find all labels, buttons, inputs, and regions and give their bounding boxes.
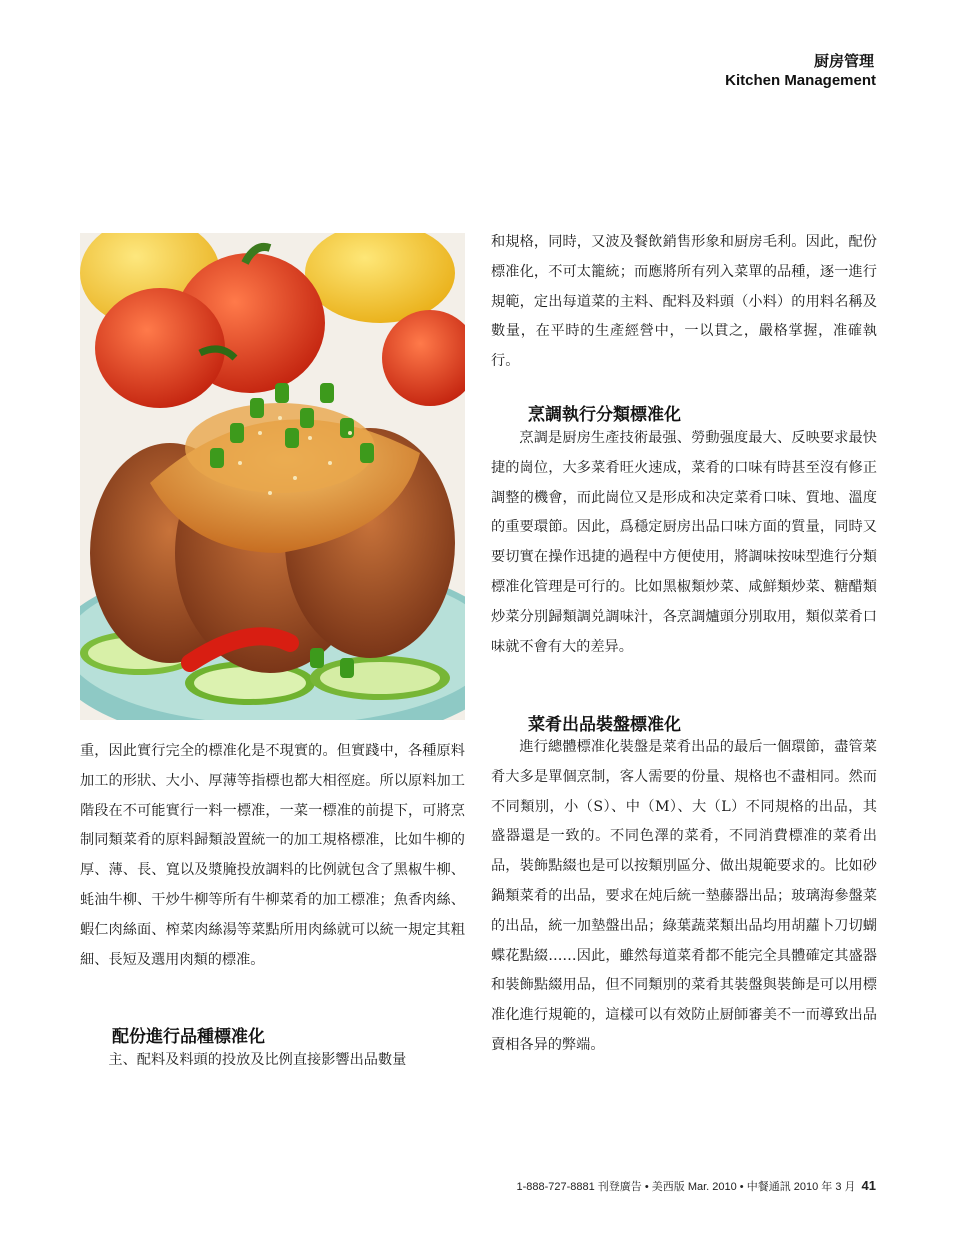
section-heading-cooking: 烹調執行分類標准化 <box>528 405 681 425</box>
section-category-english: Kitchen Management <box>725 72 876 89</box>
section-category: 厨房管理 <box>813 52 874 70</box>
paragraph: 重，因此實行完全的標准化是不現實的。但實踐中，各種原料加工的形狀、大小、厚薄等指標也都大相徑庭。所以原料加工階段在不可能實行一料一標准，一菜一標准的前提下，可將烹制同類菜肴的原料歸類設置統一的加工規格標准，比如牛柳的厚、薄、長、寬以及漿腌投放調料的比例就包含了黑椒牛柳、蚝油牛柳、干炒牛柳等所有牛柳菜肴的加工標准；魚香肉絲、蝦仁肉絲面、榨菜肉絲湯等菜點所用肉絲就可以統一規定其粗細、長短及選用肉類的標准。 <box>80 743 465 968</box>
left-column-body <box>80 737 465 975</box>
food-photo <box>80 233 465 720</box>
right-column-cooking <box>491 424 877 662</box>
section-heading-portioning: 配份進行品種標准化 <box>112 1027 265 1047</box>
paragraph: 進行總體標准化裝盤是菜肴出品的最后一個環節，盡管菜肴大多是單個烹制，客人需要的份量、規格也不盡相同。然而不同類別，小（S）、中（M）、大（L）不同規格的出品，其盛器還是一致的。不同色澤的菜肴，不同消費標准的菜肴出品，裝飾點綴也是可以按類別區分、做出規範要求的。比如砂鍋類菜肴的出品，要求在炖后統一墊藤器出品；玻璃海參盤菜的出品，統一加墊盤出品；綠葉蔬菜類出品均用胡蘿卜刀切蝴蝶花點綴……因此，雖然每道菜肴都不能完全具體確定其盛器和裝飾點綴用品，但不同類別的菜肴其裝盤與裝飾是可以用標准化進行規範的，這樣可以有效防止厨師審美不一而導致出品賣相各异的弊端。 <box>491 739 877 1053</box>
paragraph: 和規格，同時，又波及餐飲銷售形象和厨房毛利。因此，配份標准化，不可太籠統；而應將所有列入菜單的品種，逐一進行規範，定出每道菜的主料、配料及料頭（小料）的用料名稱及數量，在平時的生產經營中，一以貫之，嚴格掌握，准確執行。 <box>491 234 877 370</box>
section-heading-plating: 菜肴出品裝盤標准化 <box>528 715 681 735</box>
page-footer <box>516 1178 876 1194</box>
right-column-plating <box>491 733 877 1061</box>
footer-info: 1-888-727-8881 刊登廣告 • 美西版 Mar. 2010 • 中餐通訊 2010 年 3 月 <box>516 1181 856 1193</box>
left-column-continued <box>80 1046 465 1076</box>
paragraph: 烹調是厨房生產技術最强、勞動强度最大、反映要求最快捷的崗位，大多菜肴旺火速成，菜肴的口味有時甚至沒有修正調整的機會，而此崗位又是形成和决定菜肴口味、質地、溫度的重要環節。因此，爲穩定厨房出品口味方面的質量，同時又要切實在操作迅捷的過程中方便使用，將調味按味型進行分類標准化管理是可行的。比如黑椒類炒菜、咸鮮類炒菜、糖醋類炒菜分別歸類調兑調味汁，各烹調爐頭分別取用，類似菜肴口味就不會有大的差异。 <box>491 430 877 655</box>
dish-illustration <box>80 233 465 720</box>
page-number: 41 <box>861 1178 876 1193</box>
paragraph: 主、配料及料頭的投放及比例直接影響出品數量 <box>108 1052 407 1068</box>
right-column-intro <box>491 228 877 377</box>
